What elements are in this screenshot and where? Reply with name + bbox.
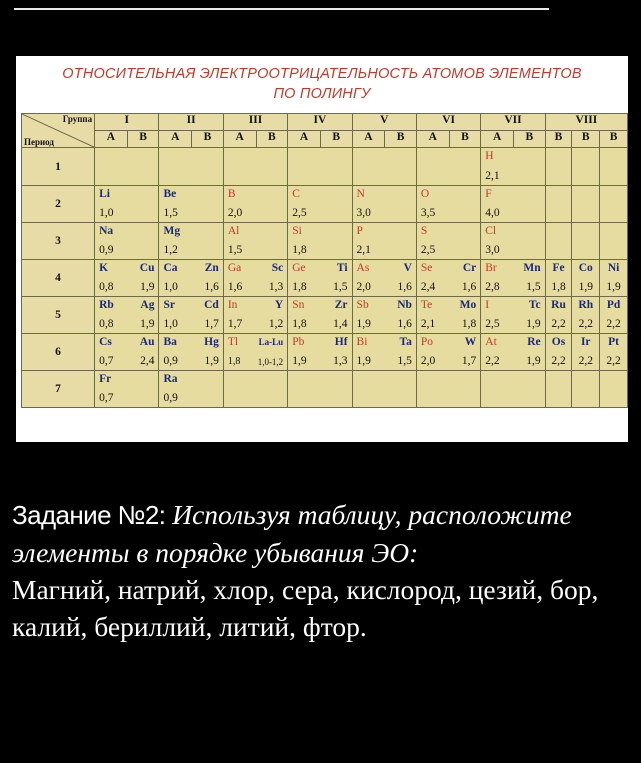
group-header-3: III — [223, 114, 287, 131]
element-cell — [223, 260, 287, 297]
element-symbol: Cl — [485, 225, 497, 237]
element-en-value: 0,9 — [163, 392, 178, 404]
element-symbol: F — [485, 188, 492, 200]
element-cell — [95, 260, 159, 297]
element-en-value-a: 1,7 — [227, 318, 243, 330]
element-symbol-b: Mo — [459, 299, 477, 311]
element-cell — [95, 186, 159, 223]
element-symbol: Fr — [99, 373, 112, 385]
element-cell-viii — [572, 371, 600, 408]
subgroup-header-cell: A — [481, 131, 514, 148]
element-symbol: O — [420, 188, 430, 200]
element-en-value-a: 1,8 — [292, 318, 307, 330]
element-symbol-a: K — [99, 262, 109, 274]
element-cell-viii — [600, 260, 628, 297]
element-en-value-a: 1,9 — [292, 355, 307, 367]
element-en-value: 1,5 — [163, 207, 178, 219]
element-en-value: 1,8 — [292, 244, 307, 256]
element-cell — [95, 371, 159, 408]
element-en-value-b: 1,2 — [268, 318, 284, 330]
element-cell — [159, 148, 223, 186]
element-en-value: 2,2 — [606, 355, 621, 367]
element-cell — [223, 334, 287, 371]
period-row-5 — [22, 297, 628, 334]
group-header-6: VI — [416, 114, 480, 131]
task-instruction: Используя таблицу, расположите элементы в порядке убывания ЭО: — [12, 499, 572, 568]
element-symbol: C — [292, 188, 300, 200]
period-number: 3 — [22, 223, 95, 260]
element-symbol-a: As — [356, 262, 370, 274]
element-cell — [481, 334, 545, 371]
element-cell-viii — [545, 297, 572, 334]
table-title — [16, 64, 628, 104]
element-cell-viii — [572, 297, 600, 334]
element-en-value: 0,9 — [99, 244, 114, 256]
element-symbol-a: Sr — [163, 299, 175, 311]
element-symbol-a: I — [485, 299, 490, 311]
element-cell — [159, 260, 223, 297]
element-cell-viii — [600, 186, 628, 223]
element-en-value: 2,0 — [227, 207, 243, 219]
element-cell — [159, 297, 223, 334]
element-en-value: 2,2 — [578, 355, 593, 367]
element-symbol: P — [356, 225, 363, 237]
element-cell — [481, 148, 545, 186]
element-symbol-b: Tc — [528, 299, 541, 311]
element-en-value-b: 1,9 — [204, 355, 219, 367]
element-en-value-b: 1,9 — [526, 355, 541, 367]
element-cell — [223, 371, 287, 408]
table-title-line-1: ОТНОСИТЕЛЬНАЯ ЭЛЕКТРООТРИЦАТЕЛЬНОСТЬ АТОМОВ ЭЛЕМЕНТОВ — [62, 66, 582, 82]
period-row-7 — [22, 371, 628, 408]
group-header-2: II — [159, 114, 223, 131]
element-symbol-a: Sn — [292, 299, 305, 311]
top-divider-line — [14, 8, 549, 10]
element-symbol-a: Rb — [99, 299, 114, 311]
element-en-value: 1,9 — [578, 281, 593, 293]
element-en-value-b: 1,0-1,2 — [257, 357, 284, 367]
element-cell — [352, 223, 416, 260]
period-row-4 — [22, 260, 628, 297]
element-symbol: Co — [578, 262, 593, 274]
element-cell-viii — [545, 260, 572, 297]
subgroup-header-cell: B — [256, 131, 288, 148]
element-cell — [352, 371, 416, 408]
element-cell-viii — [600, 223, 628, 260]
element-cell — [352, 186, 416, 223]
element-en-value-a: 2,5 — [485, 318, 500, 330]
element-cell — [288, 223, 352, 260]
group-header-5: V — [352, 114, 416, 131]
element-cell — [288, 334, 352, 371]
element-en-value-b: 1,5 — [397, 355, 412, 367]
table-corner-cell — [22, 114, 95, 148]
element-symbol: Si — [292, 225, 302, 237]
element-cell — [95, 223, 159, 260]
element-en-value-b: 2,4 — [140, 355, 155, 367]
element-symbol: Fe — [552, 262, 565, 274]
element-cell — [481, 260, 545, 297]
element-cell — [416, 148, 480, 186]
element-en-value-b: 1,6 — [397, 281, 412, 293]
subgroup-header-cell: B — [192, 131, 224, 148]
element-symbol-b: Cd — [204, 299, 219, 311]
element-en-value-b: 1,6 — [461, 281, 477, 293]
element-en-value-b: 1,9 — [526, 318, 541, 330]
element-cell — [481, 371, 545, 408]
subgroup-header-cell: A — [159, 131, 192, 148]
task-block — [12, 496, 637, 645]
element-en-value: 1,0 — [99, 207, 114, 219]
element-symbol: Pd — [606, 299, 621, 311]
element-symbol-a: Pb — [292, 336, 305, 348]
element-symbol: N — [356, 188, 365, 200]
subgroup-header-cell: B — [449, 131, 481, 148]
element-symbol-a: Ge — [292, 262, 306, 274]
element-cell — [416, 186, 480, 223]
subgroup-header-cell: B — [320, 131, 352, 148]
period-number: 6 — [22, 334, 95, 371]
element-symbol-a: Se — [420, 262, 433, 274]
corner-group-label: Группа — [62, 114, 93, 124]
element-symbol: Pt — [608, 336, 619, 348]
group-header-7: VII — [481, 114, 545, 131]
element-cell — [481, 297, 545, 334]
element-symbol-b: W — [464, 336, 477, 348]
element-symbol-b: La-Lu — [258, 337, 284, 347]
element-en-value-b: 1,6 — [204, 281, 219, 293]
element-symbol-a: Cs — [99, 336, 112, 348]
element-en-value-a: 2,0 — [356, 281, 371, 293]
element-symbol-b: Nb — [397, 299, 412, 311]
element-cell-viii — [572, 223, 600, 260]
element-cell — [288, 186, 352, 223]
element-en-value-a: 1,0 — [163, 281, 178, 293]
element-cell — [416, 223, 480, 260]
element-en-value-a: 1,9 — [356, 355, 371, 367]
element-symbol: S — [420, 225, 428, 237]
subgroup-header-cell: A — [95, 131, 128, 148]
element-en-value-a: 2,2 — [485, 355, 500, 367]
element-symbol-b: Re — [527, 336, 541, 348]
element-symbol: Na — [99, 225, 114, 237]
element-cell-viii — [572, 148, 600, 186]
element-cell — [95, 334, 159, 371]
subgroup-header-cell: A — [416, 131, 449, 148]
element-symbol: Li — [99, 188, 110, 200]
group-header-1: I — [95, 114, 159, 131]
element-symbol-b: V — [403, 262, 412, 274]
element-symbol-b: Mn — [523, 262, 541, 274]
element-symbol-a: Ga — [227, 262, 242, 274]
element-symbol-a: Po — [420, 336, 434, 348]
element-cell — [416, 260, 480, 297]
element-cell-viii — [572, 260, 600, 297]
element-symbol-b: Zr — [334, 299, 348, 311]
subgroup-header-cell: A — [288, 131, 321, 148]
element-en-value: 4,0 — [485, 207, 500, 219]
element-symbol-b: Zn — [204, 262, 219, 274]
group-header-8: VIII — [545, 114, 627, 131]
element-en-value: 3,0 — [356, 207, 371, 219]
element-symbol-a: Ca — [163, 262, 178, 274]
element-symbol-b: Ta — [399, 336, 412, 348]
element-symbol-a: Br — [485, 262, 497, 274]
element-symbol-b: Ag — [140, 299, 155, 311]
element-cell — [416, 371, 480, 408]
element-en-value-b: 1,3 — [268, 281, 284, 293]
electronegativity-table-panel — [16, 56, 628, 442]
element-cell-viii — [572, 334, 600, 371]
element-cell — [95, 297, 159, 334]
element-symbol: Ra — [163, 373, 178, 385]
element-en-value-b: 1,3 — [333, 355, 348, 367]
subgroup-header-cell: B — [385, 131, 417, 148]
element-cell — [159, 186, 223, 223]
element-en-value-a: 2,0 — [420, 355, 436, 367]
subgroup-header-cell: B — [600, 131, 628, 148]
element-en-value: 2,2 — [606, 318, 621, 330]
subgroup-header-cell: A — [352, 131, 385, 148]
element-en-value-a: 1,8 — [292, 281, 307, 293]
group-header-4: IV — [288, 114, 352, 131]
element-symbol-a: Sb — [356, 299, 369, 311]
element-en-value-a: 1,0 — [163, 318, 178, 330]
element-en-value: 3,5 — [420, 207, 436, 219]
element-symbol-b: Sc — [271, 262, 284, 274]
element-symbol: B — [227, 188, 236, 200]
element-en-value-a: 2,4 — [420, 281, 436, 293]
period-number: 1 — [22, 148, 95, 186]
element-cell — [481, 223, 545, 260]
element-symbol: Al — [227, 225, 240, 237]
element-symbol-b: Au — [139, 336, 155, 348]
element-symbol-a: Ba — [163, 336, 177, 348]
element-en-value: 2,5 — [292, 207, 307, 219]
element-cell-viii — [545, 148, 572, 186]
element-cell — [416, 334, 480, 371]
element-symbol: Mg — [163, 225, 181, 237]
element-symbol: Os — [551, 336, 566, 348]
element-cell-viii — [545, 371, 572, 408]
table-title-line-2: ПО ПОЛИНГУ — [273, 86, 371, 102]
element-cell-viii — [545, 334, 572, 371]
period-row-2 — [22, 186, 628, 223]
element-symbol-a: At — [485, 336, 497, 348]
element-en-value-a: 0,8 — [99, 318, 114, 330]
element-en-value-a: 2,1 — [420, 318, 436, 330]
element-en-value-b: 1,6 — [397, 318, 412, 330]
subgroup-header-cell: A — [223, 131, 256, 148]
periodic-table — [21, 113, 628, 408]
period-row-6 — [22, 334, 628, 371]
element-cell — [352, 334, 416, 371]
element-en-value-a: 0,7 — [99, 355, 114, 367]
element-symbol-a: Tl — [227, 336, 239, 348]
period-row-1 — [22, 148, 628, 186]
task-element-list: Магний, натрий, хлор, сера, кислород, цезий, бор, калий, бериллий, литий, фтор. — [12, 574, 599, 642]
element-symbol-b: Hg — [204, 336, 219, 348]
element-cell — [352, 260, 416, 297]
element-cell-viii — [572, 186, 600, 223]
subgroup-header-cell: B — [513, 131, 545, 148]
element-en-value: 3,0 — [485, 244, 500, 256]
element-symbol-a: In — [227, 299, 238, 311]
element-cell-viii — [600, 297, 628, 334]
element-cell — [352, 297, 416, 334]
element-cell — [288, 297, 352, 334]
element-en-value: 1,9 — [606, 281, 621, 293]
element-en-value: 1,2 — [163, 244, 178, 256]
element-cell-viii — [545, 186, 572, 223]
element-symbol: Ni — [607, 262, 620, 274]
element-symbol-b: Ti — [336, 262, 348, 274]
element-en-value: 2,2 — [551, 318, 566, 330]
subgroup-header-cell: B — [127, 131, 159, 148]
element-en-value: 1,8 — [551, 281, 566, 293]
element-en-value-b: 1,5 — [526, 281, 541, 293]
element-cell-viii — [545, 223, 572, 260]
element-symbol: Ru — [551, 299, 566, 311]
element-cell — [288, 148, 352, 186]
element-symbol-b: Cu — [139, 262, 155, 274]
element-en-value: 2,1 — [485, 170, 500, 182]
element-en-value-b: 1,8 — [461, 318, 477, 330]
element-en-value-b: 1,7 — [204, 318, 219, 330]
subgroup-header-cell: B — [545, 131, 572, 148]
element-en-value-a: 0,8 — [99, 281, 114, 293]
period-row-3 — [22, 223, 628, 260]
element-cell — [288, 260, 352, 297]
element-cell — [159, 371, 223, 408]
element-cell — [223, 186, 287, 223]
element-symbol-b: Y — [274, 299, 284, 311]
element-cell-viii — [600, 148, 628, 186]
element-symbol: Be — [163, 188, 177, 200]
element-en-value: 2,2 — [551, 355, 566, 367]
element-en-value-a: 1,8 — [227, 356, 241, 367]
element-cell — [159, 334, 223, 371]
period-number: 2 — [22, 186, 95, 223]
task-heading: Задание №2: — [12, 500, 166, 530]
element-en-value-a: 2,8 — [485, 281, 500, 293]
element-cell — [95, 148, 159, 186]
element-en-value-b: 1,9 — [140, 318, 155, 330]
element-en-value: 2,2 — [578, 318, 593, 330]
element-cell — [481, 186, 545, 223]
element-en-value-b: 1,9 — [140, 281, 155, 293]
element-cell-viii — [600, 371, 628, 408]
corner-period-label: Период — [24, 137, 54, 147]
element-en-value: 2,5 — [420, 244, 436, 256]
element-en-value: 0,7 — [99, 392, 114, 404]
group-header-row — [22, 114, 628, 131]
period-number: 7 — [22, 371, 95, 408]
element-en-value-b: 1,7 — [461, 355, 477, 367]
element-en-value-a: 0,9 — [163, 355, 178, 367]
element-cell — [223, 148, 287, 186]
element-cell — [159, 223, 223, 260]
element-en-value: 1,5 — [227, 244, 243, 256]
element-symbol: H — [485, 150, 494, 162]
element-cell — [223, 297, 287, 334]
element-symbol-b: Cr — [462, 262, 477, 274]
element-cell-viii — [600, 334, 628, 371]
element-cell — [352, 148, 416, 186]
element-cell — [288, 371, 352, 408]
element-symbol: Rh — [578, 299, 594, 311]
element-en-value-b: 1,4 — [333, 318, 348, 330]
period-number: 4 — [22, 260, 95, 297]
element-cell — [416, 297, 480, 334]
element-en-value: 2,1 — [356, 244, 371, 256]
subgroup-header-cell: B — [572, 131, 600, 148]
element-cell — [223, 223, 287, 260]
element-en-value-a: 1,6 — [227, 281, 243, 293]
element-en-value-b: 1,5 — [333, 281, 348, 293]
subgroup-header-row — [22, 131, 628, 148]
element-symbol-a: Te — [420, 299, 433, 311]
element-symbol: Ir — [580, 336, 591, 348]
period-number: 5 — [22, 297, 95, 334]
element-symbol-b: Hf — [334, 336, 348, 348]
element-en-value-a: 1,9 — [356, 318, 371, 330]
element-symbol-a: Bi — [356, 336, 368, 348]
